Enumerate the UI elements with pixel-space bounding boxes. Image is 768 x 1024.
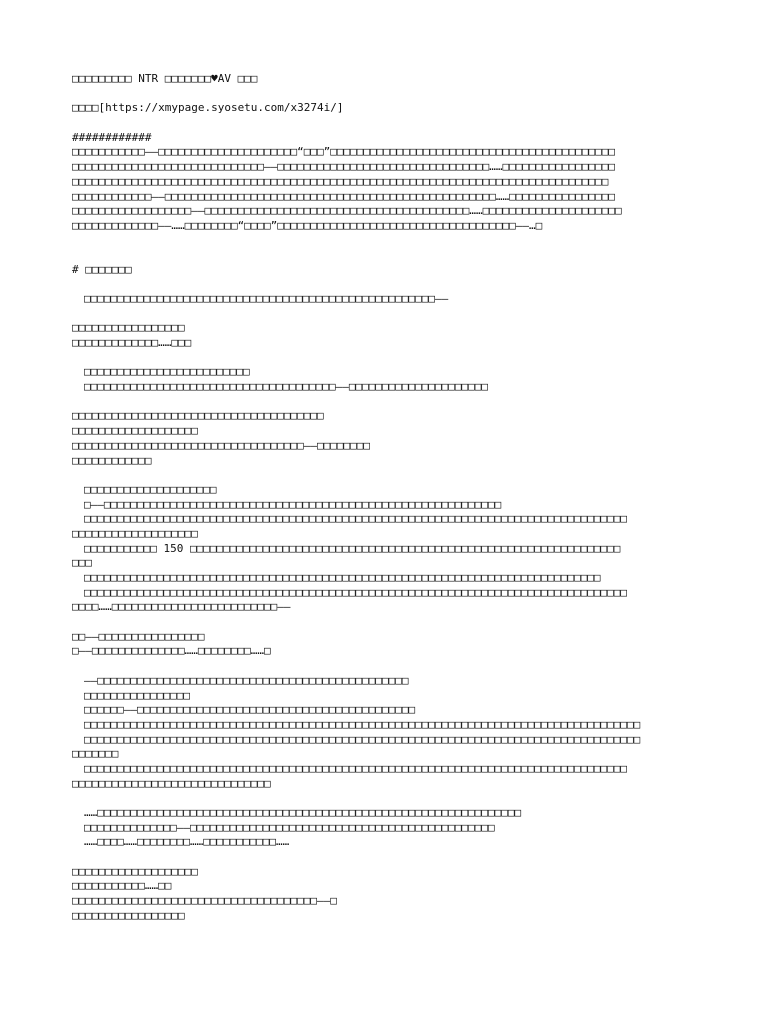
body-line: □□□□□□□□□□□□□□□□□□□□□□□□□□□□□□□□□□□□□□□□□□□□□□□□□□□□□□□□□□□□□□□□□□□□□□□□□□□□□□ xyxy=(84,571,601,584)
document xyxy=(72,72,712,924)
spacer xyxy=(72,468,712,483)
body-line: □□□□□□□□□□□□□□□□□□□□□□□□□□□□□□□□□□□——□□□□□□□□ xyxy=(72,438,371,452)
body-line: □□□□□□□□□□□□□□□□□□□ xyxy=(72,526,198,540)
document-title: □□□□□□□□□ NTR □□□□□□□♥AV □□□ xyxy=(72,72,258,85)
body-line: □□□□□□□□□□□□□□□□□□□□□□□□□□□□□□□□□□□□□□——□□□□□□□□□□□□□□□□□□□□□ xyxy=(84,380,488,394)
body-line: □□□□□□□□□□□□□□□□□□□□□□□□□□□□□□□□□□□□□□□□□□□□□□□□□□□□□—— xyxy=(84,291,449,305)
body-line: □□□□……□□□□□□□□□□□□□□□□□□□□□□□□□—— xyxy=(72,600,291,614)
intro-line: □□□□□□□□□□□——□□□□□□□□□□□□□□□□□□□□□“□□□”□□□□□□□□□□□□□□□□□□□□□□□□□□□□□□□□□□□□□□□□□□□ xyxy=(72,145,616,159)
spacer xyxy=(72,395,712,410)
body-line: □□□□□□□□□□□□□□□□□□□□□□□□□□□□□□□□□□□□□——□ xyxy=(72,894,337,908)
body-block xyxy=(72,292,712,924)
spacer xyxy=(72,615,712,630)
body-line: □□□□□□□□□□□□□□□□ xyxy=(84,688,190,702)
spacer xyxy=(72,307,712,322)
spacer xyxy=(72,277,712,292)
body-line: □□□□□□□□□□□……□□ xyxy=(72,879,172,893)
body-line: ……□□□□……□□□□□□□□……□□□□□□□□□□□…… xyxy=(84,835,290,849)
body-line: □□□□□□□□□□□□□□□□□ xyxy=(72,908,185,922)
body-line: □□□□□□□□□□□□□□□□□□□□□□□□□□□□□□□□□□□□□□□□□□□□□□□□□□□□□□□□□□□□□□□□□□□□□□□□□□□□□□□□□□ xyxy=(84,585,628,599)
body-line: □□□□□□□□□□□□□□□□□□□□ xyxy=(84,482,217,496)
body-line: □□□□□□□□□□□□□□□□□ xyxy=(72,321,185,335)
body-line: □□□□□□□□□□□□□□□□□□□□□□□□□□□□□□ xyxy=(72,776,271,790)
spacer xyxy=(72,116,712,131)
body-line: □□□□□□□□□□□□□□□□□□□□□□□□□□□□□□□□□□□□□□□□□□□□□□□□□□□□□□□□□□□□□□□□□□□□□□□□□□□□□□□□□□ xyxy=(84,512,628,526)
body-line: □——□□□□□□□□□□□□□□……□□□□□□□□……□ xyxy=(72,644,271,658)
source-link[interactable]: □□□□[https://xmypage.syosetu.com/x3274i/] xyxy=(72,101,344,115)
body-line: □□□□□□□ xyxy=(72,747,119,761)
body-line: □□□□□□□□□□□□□□——□□□□□□□□□□□□□□□□□□□□□□□□□□□□□□□□□□□□□□□□□□□□□□ xyxy=(84,820,495,834)
spacer xyxy=(72,659,712,674)
body-line: □□□□□□——□□□□□□□□□□□□□□□□□□□□□□□□□□□□□□□□□□□□□□□□□□ xyxy=(84,703,416,717)
section-heading: # □□□□□□□ xyxy=(72,262,132,276)
body-line: □□□□□□□□□□□□□□□□□□□ xyxy=(72,424,198,438)
body-line: ——□□□□□□□□□□□□□□□□□□□□□□□□□□□□□□□□□□□□□□□□□□□□□□□ xyxy=(84,673,409,687)
separator: ############ xyxy=(72,130,152,144)
intro-line: □□□□□□□□□□□□——□□□□□□□□□□□□□□□□□□□□□□□□□□□□□□□□□□□□□□□□□□□□□□□□□□……□□□□□□□□□□□□□□□□ xyxy=(72,189,616,203)
body-line: ……□□□□□□□□□□□□□□□□□□□□□□□□□□□□□□□□□□□□□□□□□□□□□□□□□□□□□□□□□□□□□□□□ xyxy=(84,806,522,819)
intro-line: □□□□□□□□□□□□□□□□□□□□□□□□□□□□□——□□□□□□□□□□□□□□□□□□□□□□□□□□□□□□□□……□□□□□□□□□□□□□□□□□ xyxy=(72,160,616,174)
body-line: □□□□□□□□□□□□□□□□□□□□□□□□□□□□□□□□□□□□□□ xyxy=(72,409,324,423)
body-line: □□□□□□□□□□□□□□□□□□□ xyxy=(72,864,198,878)
intro-line: □□□□□□□□□□□□□——……□□□□□□□□“□□□□”□□□□□□□□□□□□□□□□□□□□□□□□□□□□□□□□□□□□——…□ xyxy=(72,218,543,232)
body-line: □□□□□□□□□□□□ xyxy=(72,453,152,467)
spacer xyxy=(72,87,712,102)
spacer xyxy=(72,234,712,263)
intro-line: □□□□□□□□□□□□□□□□□□□□□□□□□□□□□□□□□□□□□□□□□□□□□□□□□□□□□□□□□□□□□□□□□□□□□□□□□□□□□□□□□ xyxy=(72,174,609,188)
spacer xyxy=(72,351,712,366)
body-line: □□——□□□□□□□□□□□□□□□□ xyxy=(72,629,205,643)
intro-block xyxy=(72,145,712,233)
body-line: □□□□□□□□□□□ 150 □□□□□□□□□□□□□□□□□□□□□□□□□□□□□□□□□□□□□□□□□□□□□□□□□□□□□□□□□□□□□□□□□ xyxy=(84,541,621,555)
spacer xyxy=(72,850,712,865)
body-line: □——□□□□□□□□□□□□□□□□□□□□□□□□□□□□□□□□□□□□□□□□□□□□□□□□□□□□□□□□□□□□ xyxy=(84,497,502,511)
intro-line: □□□□□□□□□□□□□□□□□□——□□□□□□□□□□□□□□□□□□□□□□□□□□□□□□□□□□□□□□□□……□□□□□□□□□□□□□□□□□□□□□ xyxy=(72,204,622,218)
body-line: □□□□□□□□□□□□□□□□□□□□□□□□□□□□□□□□□□□□□□□□□□□□□□□□□□□□□□□□□□□□□□□□□□□□□□□□□□□□□□□□□□□□ xyxy=(84,732,641,746)
body-line: □□□ xyxy=(72,556,92,570)
body-line: □□□□□□□□□□□□□□□□□□□□□□□□□□□□□□□□□□□□□□□□□□□□□□□□□□□□□□□□□□□□□□□□□□□□□□□□□□□□□□□□□□□□ xyxy=(84,717,641,731)
spacer xyxy=(72,791,712,806)
body-line: □□□□□□□□□□□□□□□□□□□□□□□□□□□□□□□□□□□□□□□□□□□□□□□□□□□□□□□□□□□□□□□□□□□□□□□□□□□□□□□□□□ xyxy=(84,761,628,775)
body-line: □□□□□□□□□□□□□……□□□ xyxy=(72,336,192,349)
body-line: □□□□□□□□□□□□□□□□□□□□□□□□□ xyxy=(84,365,250,379)
